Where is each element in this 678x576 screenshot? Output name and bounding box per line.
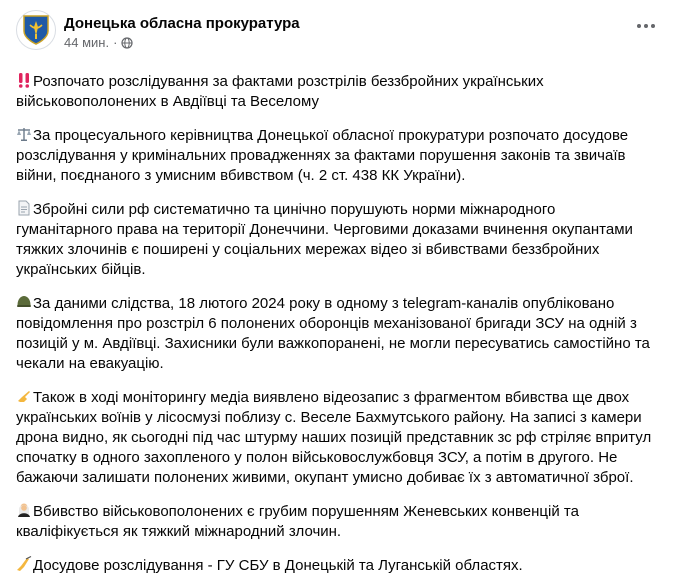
dot-icon [651,24,655,28]
paragraph-text: Вбивство військовополонених є грубим порушенням Женевських конвенцій та кваліфікується як тяжкий міжнародний злочин. [16,503,579,540]
post-paragraph [16,556,652,576]
pointing-hand-icon [16,388,32,404]
document-icon [16,200,32,216]
page-name[interactable]: Донецька обласна прокуратура [64,15,300,32]
post-paragraph [16,294,652,374]
globe-icon[interactable] [121,37,133,49]
judge-icon [16,502,32,518]
prosecutor-emblem-icon [21,14,51,46]
paragraph-text: Розпочато розслідування за фактами розстрілів беззбройних українських військовополонених в Авдіївці та Веселому [16,73,544,110]
paragraph-text: Збройні сили рф систематично та цинічно порушують норми міжнародного гуманітарного права на території Донеччини. Черговими доказами вчинення окупантами тяжких злочинів є поширені у соціальних мережах відео зі вбивствами беззбройних українських бійців. [16,201,633,278]
more-options-button[interactable] [632,16,660,36]
post-content [16,72,652,576]
post-paragraph [16,72,652,112]
writing-hand-icon [16,556,32,572]
paragraph-text: Досудове розслідування - ГУ СБУ в Донецькій та Луганській областях. [33,557,523,574]
post-meta [64,10,300,51]
paragraph-text: За даними слідства, 18 лютого 2024 року в одному з telegram-каналів опубліковано повідомлення про розстріл 6 полонених оборонців механізованої бригади ЗСУ на одній з позицій у м. Авдіївці. Захисники були важкопоранені, не могли пересуватись самостійно та чекали на евакуацію. [16,295,650,372]
post-paragraph [16,200,652,280]
post-paragraph [16,502,652,542]
paragraph-text: За процесуального керівництва Донецької обласної прокуратури розпочато досудове розслідування у кримінальних провадженнях за фактами порушення законів та звичаїв війни, поєднаного з умисним вбивством (ч. 2 ст. 438 КК України). [16,127,629,184]
double-exclamation-icon [16,72,32,88]
post-header [16,10,662,58]
avatar[interactable] [16,10,56,50]
scales-icon [16,126,32,142]
helmet-icon [16,294,32,310]
post-time[interactable]: 44 мин. [64,35,110,50]
post-paragraph [16,126,652,186]
dot-icon [644,24,648,28]
post-subline [64,35,300,51]
dot-icon [637,24,641,28]
paragraph-text: Також в ході моніторингу медіа виявлено відеозапис з фрагментом вбивства ще двох українських воїнів у лісосмузі поблизу с. Веселе Бахмутського району. На записі з камери дрона видно, як сьогодні під час штурму наших позицій представник зс рф стріляє впритул спочатку в одного захопленого у полон військовослужбовця ЗСУ, а потім в другого. Не бажаючи залишати полонених живими, окупант умисно добиває їх з автоматичної зброї. [16,389,652,486]
post-paragraph [16,388,652,488]
separator-dot: · [113,35,118,50]
